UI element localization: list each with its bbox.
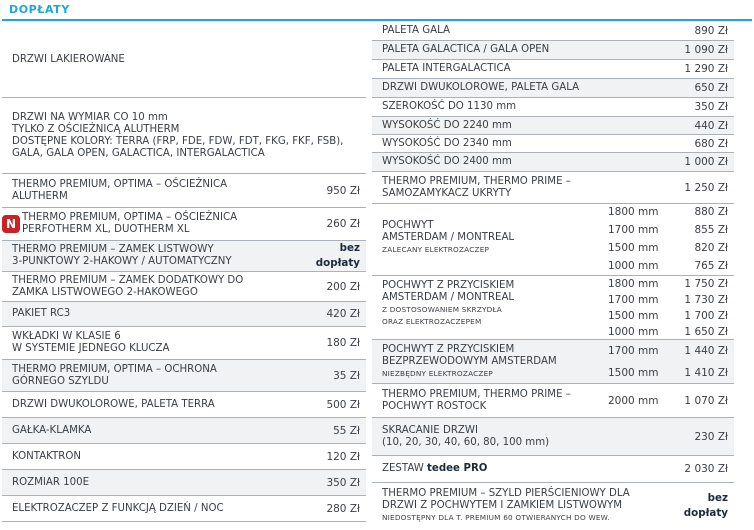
row-label: PAKIET RC3	[12, 308, 71, 319]
table-row	[2, 392, 366, 418]
row-label: SKRACANIE DRZWI (10, 20, 30, 40, 60, 80, 100 mm)	[382, 424, 550, 448]
price: 680 Zł	[694, 137, 728, 150]
price: 350 Zł	[694, 101, 728, 113]
group-label: POCHWYT Z PRZYCISKIEM AMSTERDAM / MONTREAL Z DOSTOSOWANIEM SKRZYDŁA ORAZ ELEKTROZACZEPEM	[382, 280, 515, 326]
price: 2 030 Zł	[684, 463, 728, 475]
table-row	[372, 483, 734, 529]
table-row	[372, 172, 734, 204]
table-row	[2, 444, 366, 470]
row-label: DRZWI DWUKOLOROWE, PALETA TERRA	[12, 398, 215, 410]
row-label: WKŁADKI W KLASIE 6 W SYSTEMIE JEDNEGO KLUCZA	[12, 331, 170, 354]
pochwyt-group	[372, 204, 734, 276]
table-row	[2, 327, 366, 360]
rostock-row	[372, 384, 734, 418]
row-label: ZESTAW tedee PRO	[382, 463, 488, 474]
price: 950 Zł	[326, 184, 360, 197]
right-column	[372, 22, 734, 529]
price: 350 Zł	[326, 476, 360, 489]
table-row	[2, 208, 366, 241]
price: 420 Zł	[326, 308, 360, 320]
price: 440 Zł	[694, 119, 728, 132]
row-label: DRZWI LAKIEROWANE	[12, 53, 125, 65]
price: 1 000 Zł	[684, 156, 728, 168]
row-label: THERMO PREMIUM, OPTIMA – OŚCIEŻNICA PERFOTHERM XL, DUOTHERM XL	[22, 212, 238, 235]
group-label: POCHWYT AMSTERDAM / MONTREAL ZALECANY ELEKTROZACZEP	[382, 220, 515, 254]
price: 1 250 Zł	[684, 181, 728, 194]
row-label: WYSOKOŚĆ DO 2340 mm	[382, 137, 512, 149]
size-row: 1800 mm 1 750 Zł	[608, 278, 728, 290]
price: bez dopłaty	[683, 492, 728, 519]
price: 35 Zł	[333, 369, 360, 382]
price: 120 Zł	[326, 450, 360, 463]
group-label: THERMO PREMIUM, THERMO PRIME – POCHWYT ROSTOCK	[382, 389, 571, 412]
title-underline	[2, 19, 752, 21]
row-label: THERMO PREMIUM – ZAMEK DODATKOWY DO ZAMKA LISTWOWEGO 2-HAKOWEGO	[12, 274, 244, 298]
price: 650 Zł	[694, 82, 728, 94]
table-row	[372, 41, 734, 60]
size-row: 1500 mm 820 Zł	[608, 242, 728, 254]
new-badge: N	[2, 215, 20, 233]
row-label: DRZWI NA WYMIAR CO 10 mm TYLKO Z OŚCIEŻNICĄ ALUTHERM DOSTĘPNE KOLORY: TERRA (FRP, FDE, FDW, FDT, FKG, FKF, FSB), GALA, GALA OPEN, GALACTICA, INTERGALACTICA	[12, 111, 344, 159]
row-label: ROZMIAR 100E	[12, 476, 90, 488]
price: 500 Zł	[326, 398, 360, 411]
size-row: 1700 mm 855 Zł	[608, 224, 728, 236]
price: 1 090 Zł	[684, 44, 728, 56]
row-label: PALETA GALACTICA / GALA OPEN	[382, 44, 550, 55]
table-row	[372, 98, 734, 117]
row-label: THERMO PREMIUM – SZYLD PIERŚCIENIOWY DLA DRZWI Z POCHWYTEM I ZAMKIEM LISTWOWYM NIEDOSTĘPNY DLA T. PREMIUM 60 OTWIERANYCH DO WEW.	[382, 488, 630, 522]
size-row: 1000 mm 1 650 Zł	[608, 326, 728, 338]
row-label: ELEKTROZACZEP Z FUNKCJĄ DZIEŃ / NOC	[12, 502, 224, 514]
size-row: 1700 mm 1 730 Zł	[608, 294, 728, 306]
table-row	[372, 60, 734, 79]
size-row: 1500 mm 1 700 Zł	[608, 310, 728, 322]
table-row	[2, 470, 366, 496]
row-label: PALETA GALA	[382, 25, 450, 36]
table-row	[2, 418, 366, 444]
table-row	[372, 117, 734, 135]
price: bez dopłaty	[315, 242, 360, 269]
table-row	[2, 22, 366, 98]
row-label: WYSOKOŚĆ DO 2400 mm	[382, 156, 512, 167]
pochwyt-bezprzewodowy-group	[372, 340, 734, 384]
table-row	[2, 302, 366, 327]
row-label: SZEROKOŚĆ DO 1130 mm	[382, 101, 517, 112]
table-row	[2, 360, 366, 392]
price: 180 Zł	[326, 337, 360, 349]
table-row	[372, 22, 734, 41]
size-row: 1500 mm 1 410 Zł	[608, 367, 728, 379]
row-label: THERMO PREMIUM – ZAMEK LISTWOWY 3-PUNKTOWY 2-HAKOWY / AUTOMATYCZNY	[12, 244, 232, 267]
row-label: GAŁKA-KLAMKA	[12, 424, 92, 436]
row-label: THERMO PREMIUM, OPTIMA – OŚCIEŻNICA ALUTHERM	[12, 178, 228, 202]
price: 280 Zł	[326, 502, 360, 515]
size-row: 1800 mm 880 Zł	[608, 206, 728, 218]
price: 1 290 Zł	[684, 63, 728, 75]
section-title: DOPŁATY	[9, 3, 70, 16]
table-row	[2, 496, 366, 522]
table-row	[372, 135, 734, 153]
left-column	[2, 22, 366, 522]
table-row	[2, 272, 366, 302]
price: 230 Zł	[694, 430, 728, 443]
pochwyt-przycisk-group	[372, 276, 734, 340]
table-row	[2, 98, 366, 174]
row-label: DRZWI DWUKOLOROWE, PALETA GALA	[382, 82, 580, 93]
row-label: PALETA INTERGALACTICA	[382, 63, 511, 74]
table-row	[372, 418, 734, 456]
table-row	[372, 456, 734, 483]
price: 200 Zł	[326, 280, 360, 293]
row-label: WYSOKOŚĆ DO 2240 mm	[382, 119, 512, 131]
row-label: KONTAKTRON	[12, 450, 81, 462]
price: 890 Zł	[694, 25, 728, 37]
table-row	[2, 174, 366, 208]
row-label: THERMO PREMIUM, THERMO PRIME – SAMOZAMYKACZ UKRYTY	[382, 175, 571, 199]
price: 55 Zł	[333, 424, 360, 437]
row-label: THERMO PREMIUM, OPTIMA – OCHRONA GÓRNEGO SZYLDU	[12, 363, 217, 387]
size-row: 1000 mm 765 Zł	[608, 260, 728, 272]
table-row	[2, 241, 366, 272]
table-row	[372, 79, 734, 98]
price: 260 Zł	[326, 218, 360, 230]
size-row: 2000 mm 1 070 Zł	[608, 395, 728, 407]
group-label: POCHWYT Z PRZYCISKIEM BEZPRZEWODOWYM AMSTERDAM NIEZBĘDNY ELEKTROZACZEP	[382, 344, 557, 378]
size-row: 1700 mm 1 440 Zł	[608, 345, 728, 357]
table-row	[372, 153, 734, 172]
